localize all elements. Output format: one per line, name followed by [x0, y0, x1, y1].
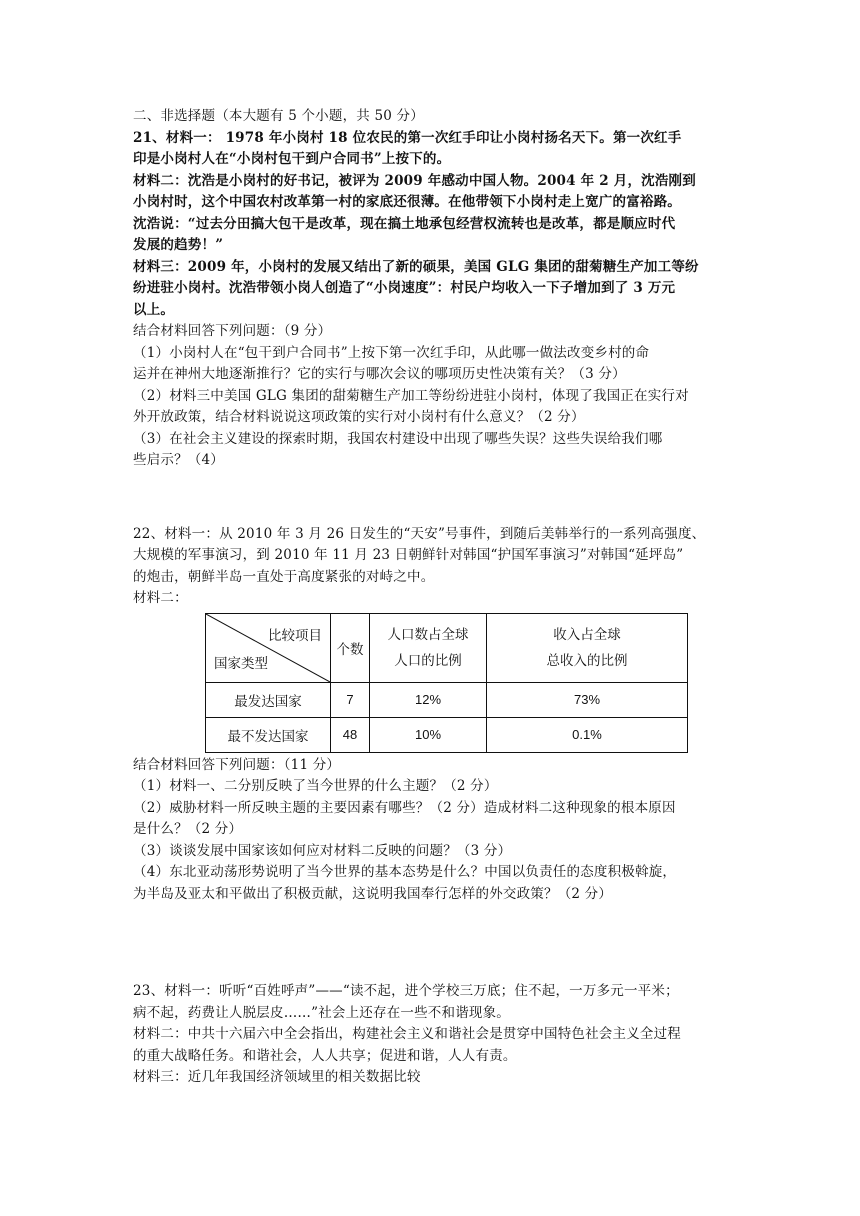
q22-intro-line: 材料二： [133, 590, 188, 606]
q21-line: 结合材料回答下列问题：（9 分） [133, 323, 332, 339]
q21-line: 发展的趋势！” [133, 237, 224, 253]
q21-line: （1）小岗村人在“包干到户合同书”上按下第一次红手印，从此哪一做法改变乡村的命 [133, 344, 650, 361]
q22-intro-line: 22、材料一：从 2010 年 3 月 26 日发生的“天安”号事件，到随后美韩举行的一系列高强度、 [133, 525, 706, 542]
header-compare-item: 比较项目 [268, 627, 322, 644]
q21-line: 以上。 [133, 301, 175, 318]
exam-page [133, 106, 733, 1089]
q21-line: 运并在神州大地逐渐推行？它的实行与哪次会议的哪项历史性决策有关？（3 分） [133, 366, 626, 382]
q22-question-line: （4）东北亚动荡形势说明了当今世界的基本态势是什么？中国以负责任的态度积极斡旋， [133, 864, 677, 880]
cell-income-share: 73% [487, 682, 688, 717]
q22-question-line: 是什么？（2 分） [133, 821, 243, 837]
header-country-type: 国家类型 [214, 655, 268, 672]
q21-line: （2）材料三中美国 GLG 集团的甜菊糖生产加工等纷纷进驻小岗村，体现了我国正在实行对 [133, 387, 689, 404]
q21-line: 印是小岗村人在“小岗村包干到户合同书”上按下的。 [133, 151, 451, 167]
q21-line: 材料三：2009 年，小岗村的发展又结出了新的硕果，美国 GLG 集团的甜菊糖生产加工等纷 [133, 258, 699, 275]
q23-line: 病不起，药费让人脱层皮……”社会上还存在一些不和谐现象。 [133, 1004, 511, 1021]
header-income-share [487, 613, 688, 682]
header-inc-line1: 收入占全球 [553, 626, 621, 643]
header-pop-line1: 人口数占全球 [387, 626, 469, 643]
q22-question-line: 为半岛及亚太和平做出了积极贡献，这说明我国奉行怎样的外交政策？（2 分） [133, 885, 613, 902]
section-title: 二、非选择题（本大题有 5 个小题，共 50 分） [133, 108, 424, 124]
q21-line: 外开放政策，结合材料说说这项政策的实行对小岗村有什么意义？（2 分） [133, 409, 585, 425]
question-22 [133, 524, 733, 906]
cell-population-share: 10% [370, 717, 487, 752]
cell-count: 48 [331, 717, 370, 752]
q21-line: 21、材料一： 1978 年小岗村 18 位农民的第一次红手印让小岗村扬名天下。第一次红手 [133, 129, 682, 146]
q21-line: 材料二：沈浩是小岗村的好书记，被评为 2009 年感动中国人物。2004 年 2 月，沈浩刚到 [133, 172, 696, 189]
cell-country-type: 最不发达国家 [206, 717, 331, 752]
cell-income-share: 0.1% [487, 717, 688, 752]
header-pop-line2: 人口的比例 [394, 652, 462, 669]
q23-line: 材料二：中共十六届六中全会指出，构建社会主义和谐社会是贯穿中国特色社会主义全过程 [133, 1026, 681, 1042]
table-row [206, 682, 688, 717]
header-population-share [370, 613, 487, 682]
question-21 [133, 128, 733, 472]
q23-line: 的重大战略任务。和谐社会，人人共享；促进和谐，人人有责。 [133, 1047, 517, 1064]
question-23 [133, 981, 733, 1089]
table-diagonal-header [206, 613, 331, 682]
q22-question-line: （1）材料一、二分别反映了当今世界的什么主题？（2 分） [133, 778, 498, 794]
q21-line: （3）在社会主义建设的探索时期，我国农村建设中出现了哪些失误？这些失误给我们哪 [133, 430, 663, 447]
header-inc-line2: 总收入的比例 [546, 652, 628, 669]
header-count: 个数 [331, 613, 370, 682]
table-row [206, 717, 688, 752]
comparison-table [205, 613, 688, 753]
q22-question-line: （2）威胁材料一所反映主题的主要因素有哪些？（2 分）造成材料二这种现象的根本原因 [133, 799, 676, 816]
q22-intro-line: 的炮击，朝鲜半岛一直处于高度紧张的对峙之中。 [133, 568, 435, 585]
q21-line: 小岗村时，这个中国农村改革第一村的家底还很薄。在他带领下小岗村走上宽广的富裕路。 [133, 194, 681, 210]
cell-count: 7 [331, 682, 370, 717]
q22-question-line: 结合材料回答下列问题：（11 分） [133, 756, 341, 773]
q21-line: 沈浩说：“过去分田搞大包干是改革，现在搞土地承包经营权流转也是改革，都是顺应时代 [133, 215, 676, 232]
q21-line: 纷进驻小岗村。沈浩带领小岗人创造了“小岗速度”：村民户均收入一下子增加到了 3 万元 [133, 280, 676, 296]
cell-population-share: 12% [370, 682, 487, 717]
q22-intro-line: 大规模的军事演习，到 2010 年 11 月 23 日朝鲜针对韩国“护国军事演习”对韩国“延坪岛” [133, 547, 684, 563]
q23-line: 材料三：近几年我国经济领域里的相关数据比较 [133, 1069, 421, 1085]
q21-line: 些启示？（4） [133, 452, 224, 468]
cell-country-type: 最发达国家 [206, 682, 331, 717]
q22-question-line: （3）谈谈发展中国家该如何应对材料二反映的问题？（3 分） [133, 842, 512, 859]
q23-line: 23、材料一：听听“百姓呼声”——“读不起，进个学校三万底；住不起，一万多元一平米； [133, 983, 679, 999]
